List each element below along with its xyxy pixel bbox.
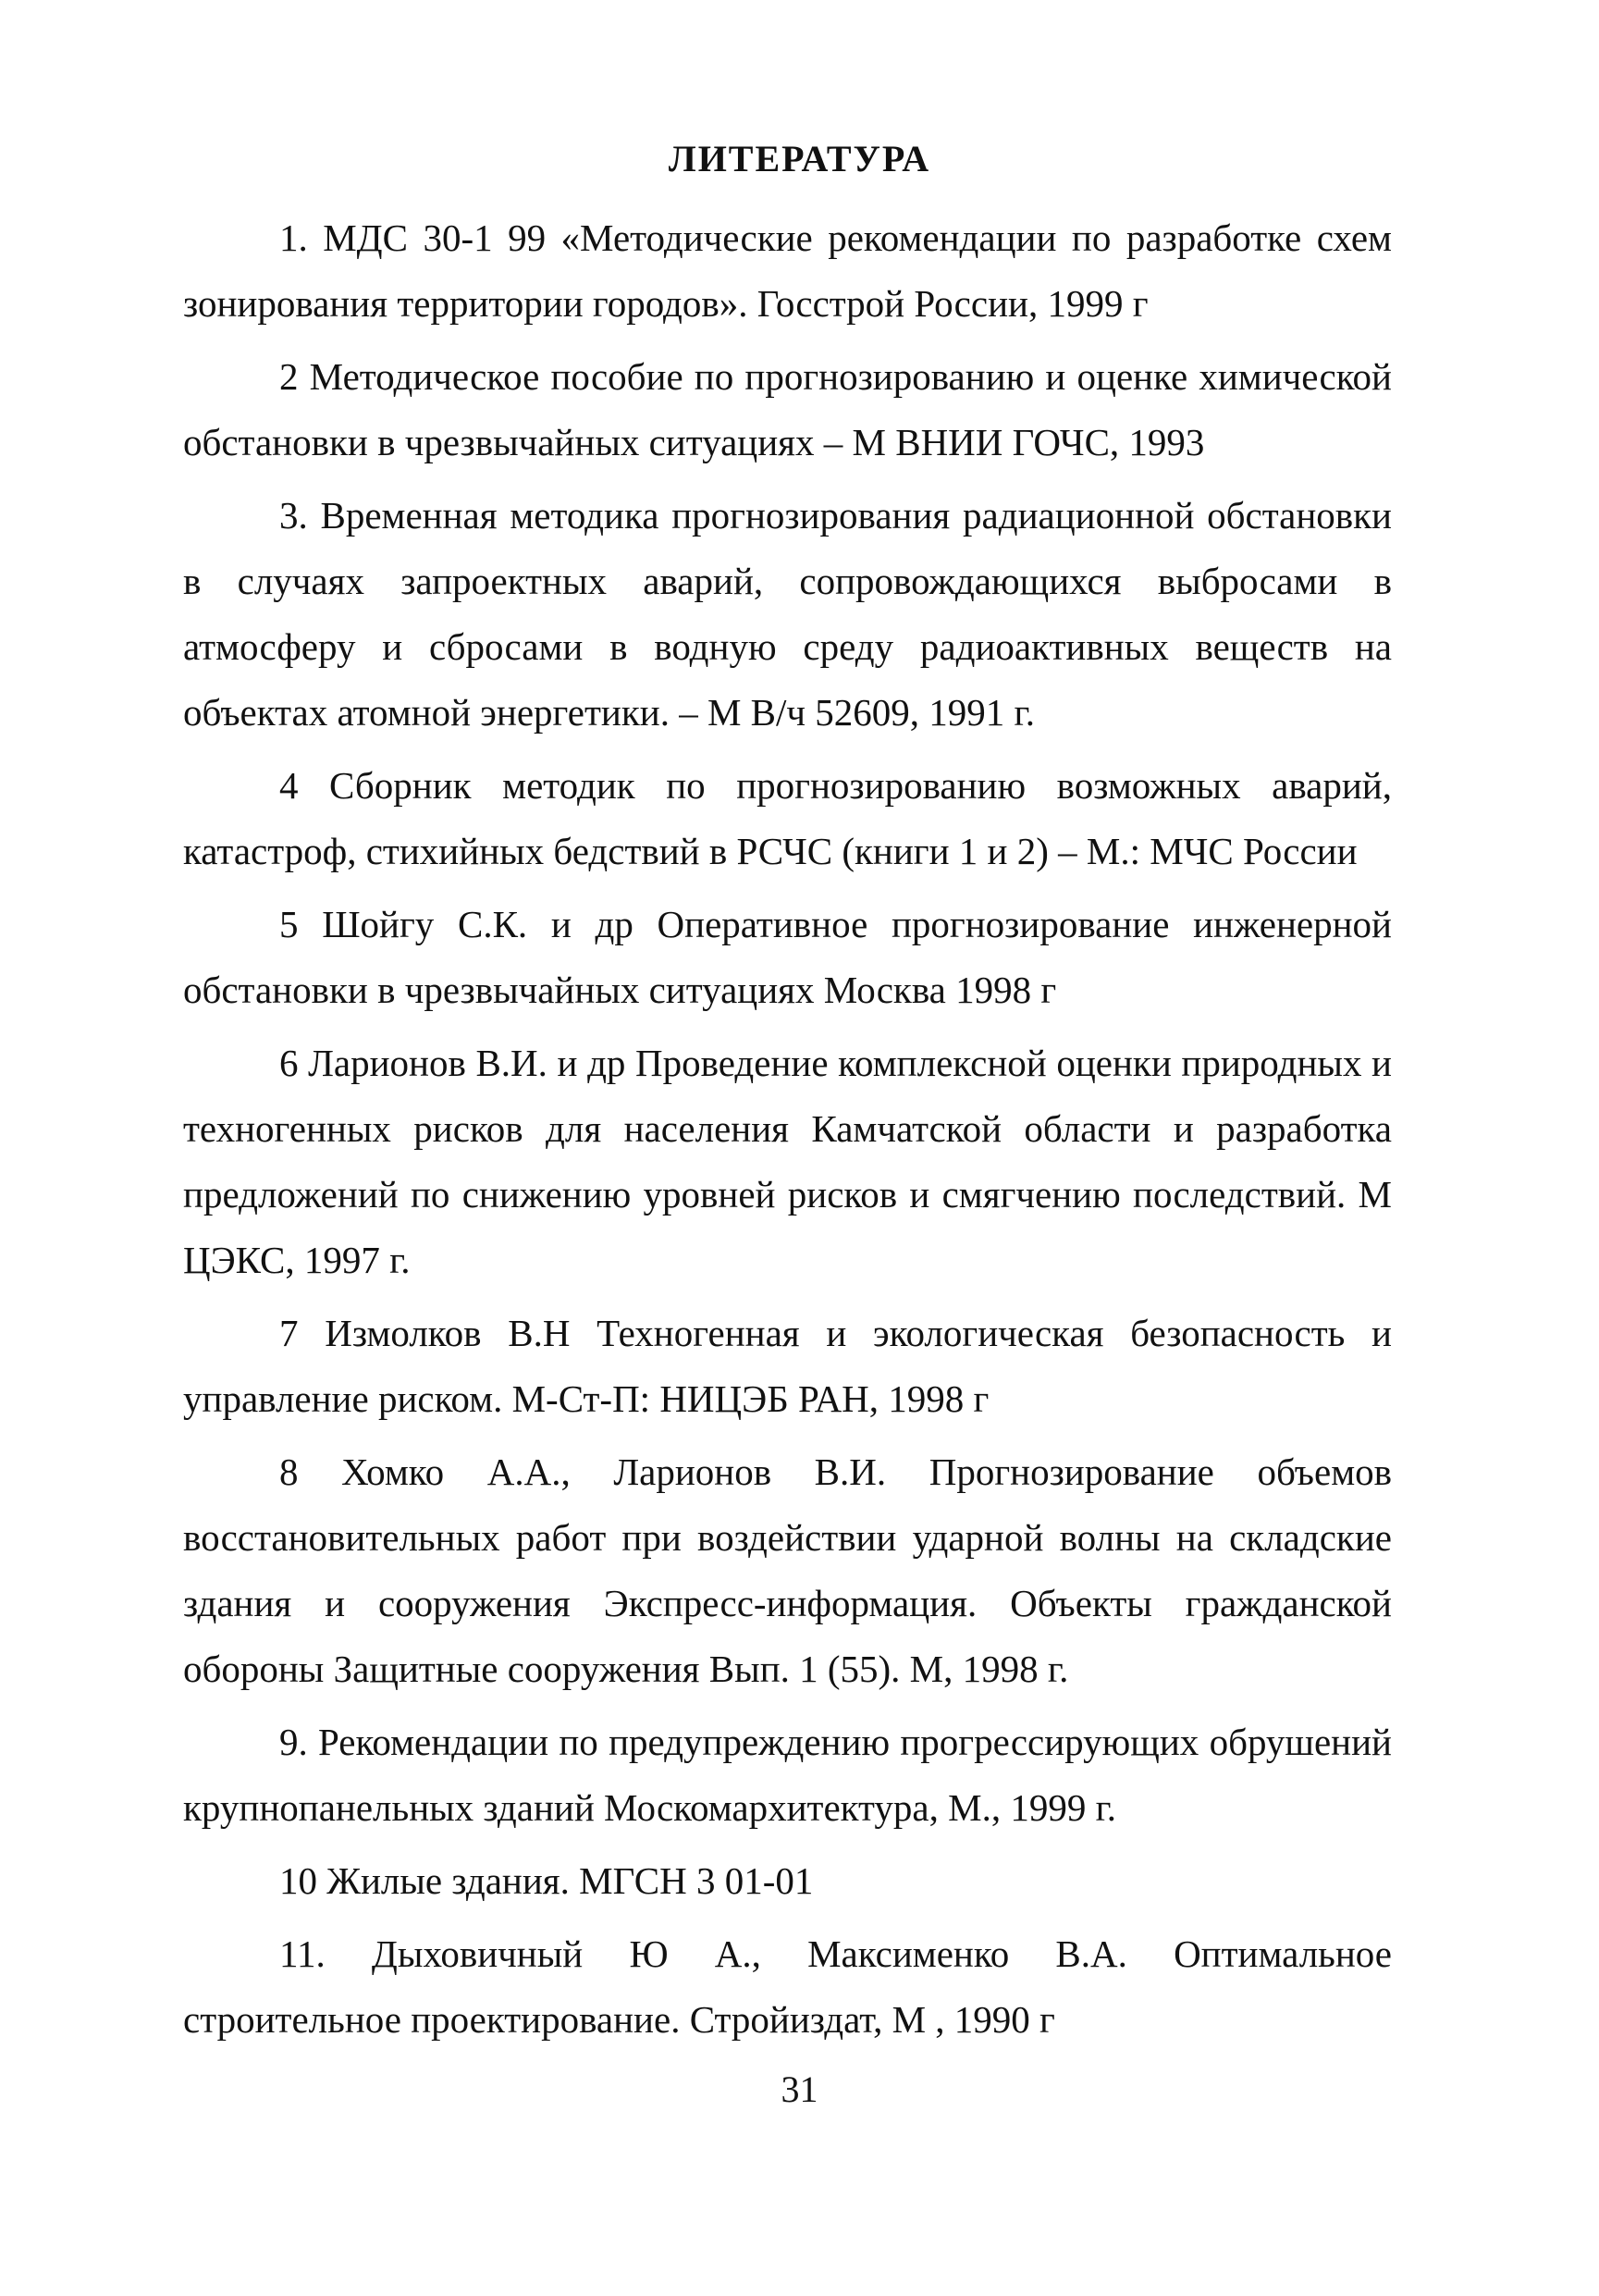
reference-item-9: 9. Рекомендации по предупреждению прогрессирующих обрушений крупнопанельных зданий Москомархитектура, М., 1999 г. xyxy=(183,1721,1392,1829)
reference-item-1: 1. МДС 30-1 99 «Методические рекомендации по разработке схем зонирования территории городов». Госстрой России, 1999 г xyxy=(183,216,1392,325)
page-number: 31 xyxy=(781,2068,818,2110)
reference-item-3: 3. Временная методика прогнозирования радиационной обстановки в случаях запроектных аварий, сопровождающихся выбросами в атмосферу и сбросами в водную среду радиоактивных веществ на объектах атомной энергетики. – М В/ч 52609, 1991 г. xyxy=(183,494,1392,734)
reference-list xyxy=(183,205,1392,2060)
reference-item-10: 10 Жилые здания. МГСН 3 01-01 xyxy=(279,1859,814,1902)
reference-item-8: 8 Хомко А.А., Ларионов В.И. Прогнозирование объемов восстановительных работ при воздействии ударной волны на складские здания и сооружения Экспресс-информация. Объекты гражданской обороны Защитные сооружения Вып. 1 (55). М, 1998 г. xyxy=(183,1450,1392,1690)
reference-item-2: 2 Методическое пособие по прогнозированию и оценке химической обстановки в чрезвычайных ситуациях – М ВНИИ ГОЧС, 1993 xyxy=(183,355,1392,463)
page-title: ЛИТЕРАТУРА xyxy=(668,138,931,179)
reference-item-7: 7 Измолков В.Н Техногенная и экологическая безопасность и управление риском. М-Ст-П: НИЦЭБ РАН, 1998 г xyxy=(183,1312,1392,1420)
reference-item-6: 6 Ларионов В.И. и др Проведение комплексной оценки природных и техногенных рисков для населения Камчатской области и разработка предложений по снижению уровней рисков и смягчению последствий. М ЦЭКС, 1997 г. xyxy=(183,1042,1392,1281)
reference-item-5: 5 Шойгу С.К. и др Оперативное прогнозирование инженерной обстановки в чрезвычайных ситуациях Москва 1998 г xyxy=(183,903,1392,1011)
reference-item-4: 4 Сборник методик по прогнозированию возможных аварий, катастроф, стихийных бедствий в РСЧС (книги 1 и 2) – М.: МЧС России xyxy=(183,764,1392,872)
reference-item-11: 11. Дыховичный Ю А., Максименко В.А. Оптимальное строительное проектирование. Стройиздат, М , 1990 г xyxy=(183,1932,1392,2041)
